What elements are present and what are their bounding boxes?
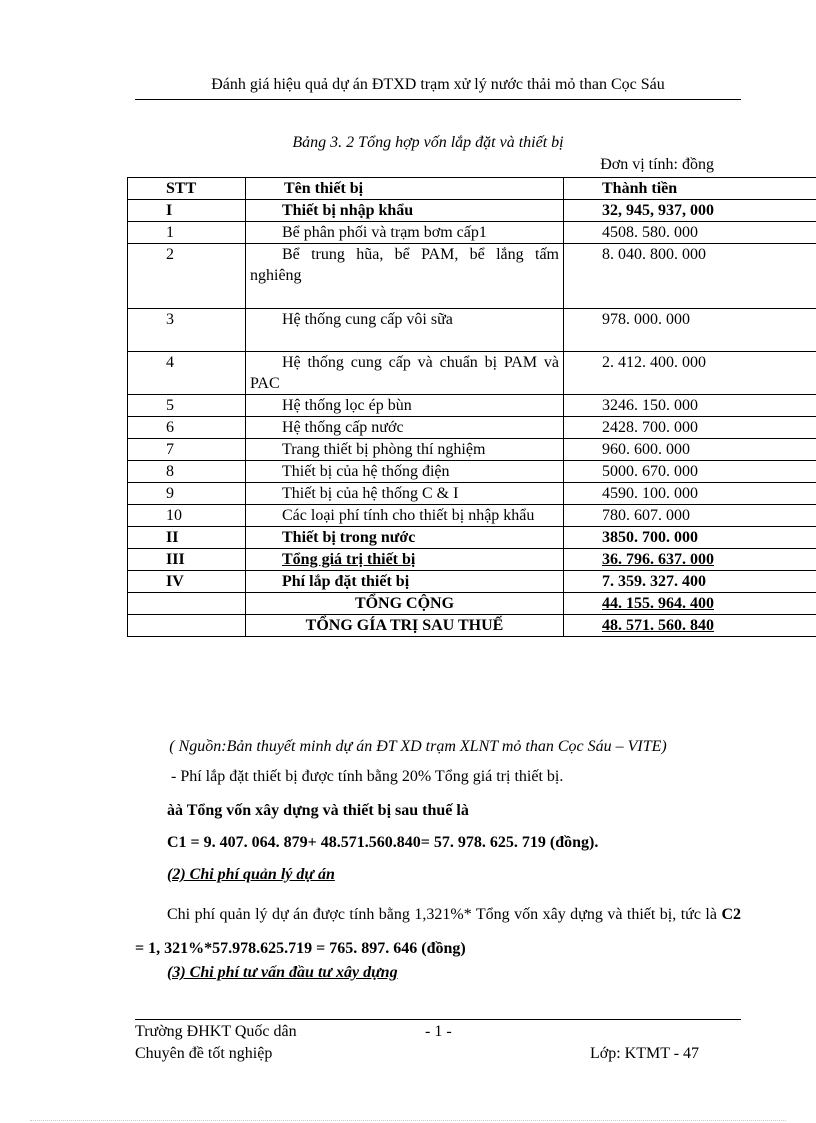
cell-stt: 10 [128,505,246,527]
cell-amount: 7. 359. 327. 400 [564,571,816,593]
table-row [128,505,816,527]
table-row [128,352,816,395]
cell-stt: I [128,200,246,222]
table-row [128,483,816,505]
footer-page-number: - 1 - [425,1023,452,1040]
cell-name: Các loại phí tính cho thiết bị nhập khẩu [246,505,564,527]
footer-school: Trường ĐHKT Quốc dân [135,1023,297,1040]
cell-amount: 3850. 700. 000 [564,527,816,549]
cell-amount: 4508. 580. 000 [564,222,816,244]
cell-stt: III [128,549,246,571]
page-header-title: Đánh giá hiệu quả dự án ĐTXD trạm xử lý nước thải mỏ than Cọc Sáu [211,76,665,93]
cell-stt: 4 [128,352,246,395]
table-row [128,417,816,439]
page-bottom-border [30,1120,786,1121]
cell-amount: 5000. 670. 000 [564,461,816,483]
table-unit: Đơn vị tính: đồng [600,156,714,173]
table-row [128,571,816,593]
cell-stt [128,593,246,615]
cell-stt: 2 [128,244,246,309]
paragraph-total-heading: àà Tổng vốn xây dựng và thiết bị sau thuế là [167,802,469,819]
paragraph-install-fee: - Phí lắp đặt thiết bị được tính bằng 20% Tổng giá trị thiết bị. [171,768,564,785]
equipment-cost-table [127,177,816,637]
cell-name: Phí lắp đặt thiết bị [246,571,564,593]
cell-amount: 36. 796. 637. 000 [564,549,816,571]
cell-stt: 6 [128,417,246,439]
footer-class: Lớp: KTMT - 47 [590,1045,700,1062]
table-row [128,395,816,417]
cell-amount: 2. 412. 400. 000 [564,352,816,395]
cell-stt: 7 [128,439,246,461]
cell-name: Bể trung hũa, bể PAM, bể lắng tấm nghiêng [246,244,564,309]
cell-name: Hệ thống cung cấp và chuẩn bị PAM và PAC [246,352,564,395]
source-note: ( Nguồn:Bản thuyết minh dự án ĐT XD trạm XLNT mỏ than Cọc Sáu – VITE) [169,738,667,755]
table-row [128,244,816,309]
cell-name: Thiết bị trong nước [246,527,564,549]
cell-stt: 3 [128,309,246,352]
header-divider [135,99,741,100]
cell-stt: 8 [128,461,246,483]
formula-c1: C1 = 9. 407. 064. 879+ 48.571.560.840= 57. 978. 625. 719 (đồng). [167,834,599,851]
table-row [128,200,816,222]
paragraph-management-cost: Chi phí quản lý dự án được tính bằng 1,321%* Tổng vốn xây dựng và thiết bị, tức là C2 = 1, 321%*57.978.625.719 = 765. 897. 646 (đồng) [135,906,741,957]
cell-amount: 44. 155. 964. 400 [564,593,816,615]
cell-name: Hệ thống cung cấp vôi sữa [246,309,564,352]
cell-name: Thiết bị nhập khẩu [246,200,564,222]
table-row [128,549,816,571]
cell-name: Thiết bị của hệ thống điện [246,461,564,483]
section-heading-management: (2) Chi phí quản lý dự án [167,866,335,883]
footer-divider [135,1019,741,1020]
cell-amount: 4590. 100. 000 [564,483,816,505]
cell-stt: II [128,527,246,549]
header-stt: STT [128,178,246,200]
cell-stt: 9 [128,483,246,505]
table-header-row [128,178,816,200]
header-amount: Thành tiền [564,178,816,200]
cell-amount: 48. 571. 560. 840 [564,615,816,637]
section-heading-consulting: (3) Chi phí tư vấn đầu tư xây dựng [167,964,398,981]
table-row [128,439,816,461]
cell-amount: 3246. 150. 000 [564,395,816,417]
cell-name: Bể phân phối và trạm bơm cấp1 [246,222,564,244]
cell-stt [128,615,246,637]
formula-c2: C2 = 1, 321%*57.978.625.719 = 765. 897. 646 (đồng) [135,906,741,957]
cell-amount: 780. 607. 000 [564,505,816,527]
table-row [128,527,816,549]
cell-amount: 978. 000. 000 [564,309,816,352]
header-name: Tên thiết bị [246,178,564,200]
cell-stt: 1 [128,222,246,244]
cell-name: TỔNG GÍA TRỊ SAU THUẾ [246,615,564,637]
table-caption: Bảng 3. 2 Tổng hợp vốn lắp đặt và thiết bị [292,134,564,151]
cell-amount: 960. 600. 000 [564,439,816,461]
cell-name: TỔNG CỘNG [246,593,564,615]
cell-name: Tổng giá trị thiết bị [246,549,564,571]
table-row [128,222,816,244]
cell-amount: 32, 945, 937, 000 [564,200,816,222]
table-row [128,593,816,615]
table-row [128,615,816,637]
cell-name: Trang thiết bị phòng thí nghiệm [246,439,564,461]
cell-stt: 5 [128,395,246,417]
cell-amount: 8. 040. 800. 000 [564,244,816,309]
footer-topic: Chuyên đề tốt nghiệp [135,1045,273,1062]
cell-name: Hệ thống lọc ép bùn [246,395,564,417]
table-row [128,461,816,483]
cell-name: Thiết bị của hệ thống C & I [246,483,564,505]
cell-amount: 2428. 700. 000 [564,417,816,439]
cell-stt: IV [128,571,246,593]
cell-name: Hệ thống cấp nước [246,417,564,439]
table-row [128,309,816,352]
